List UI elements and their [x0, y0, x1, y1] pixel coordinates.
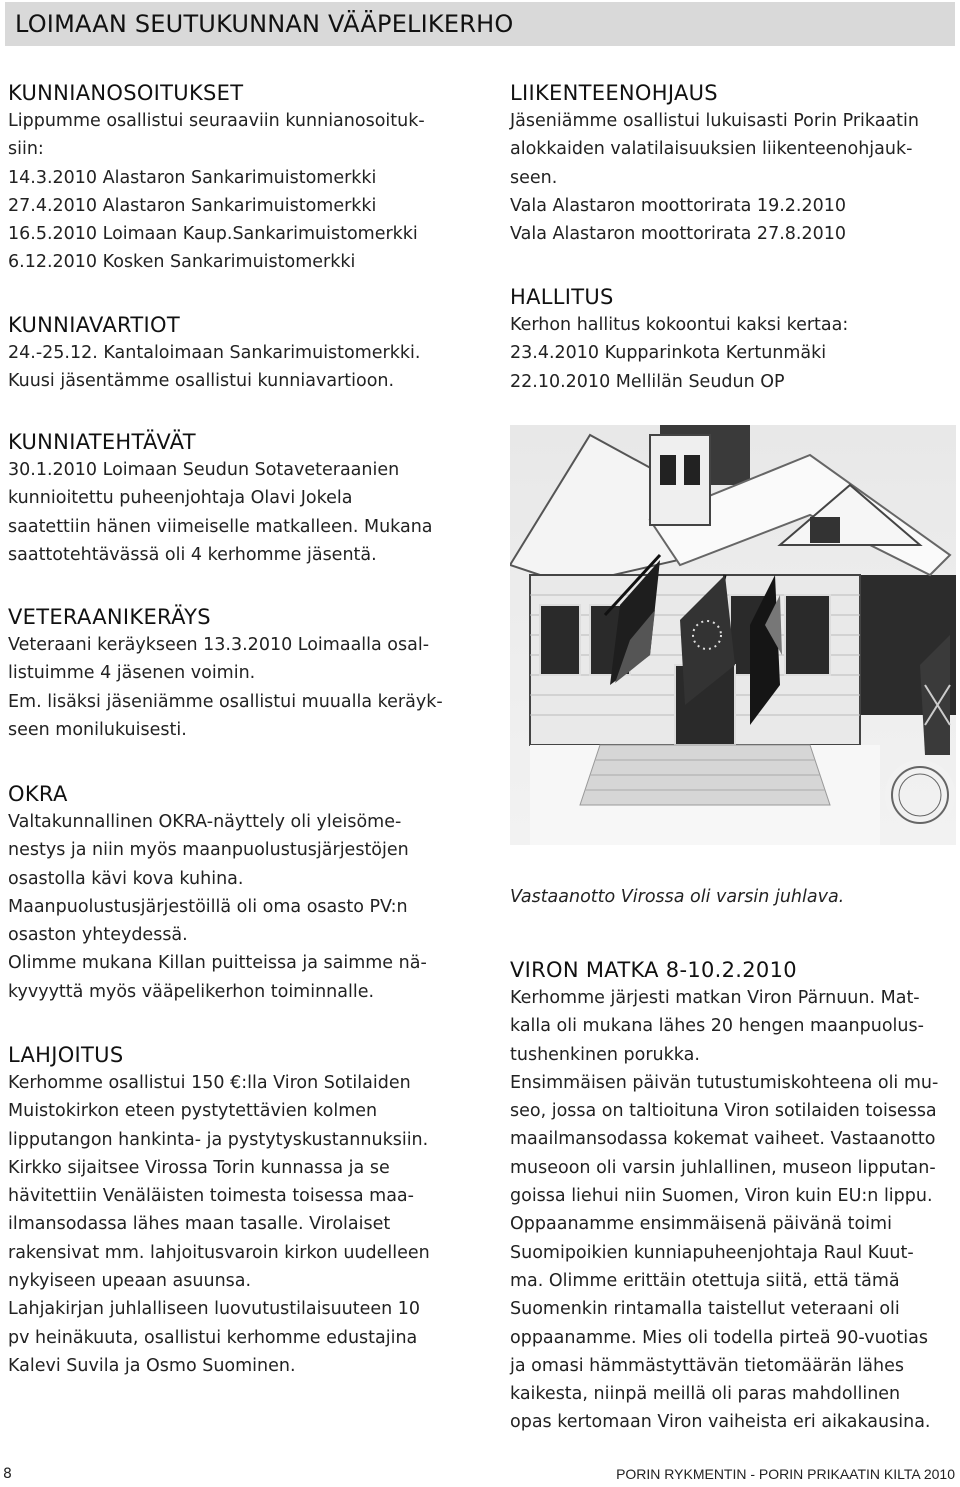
text-line: goissa liehui niin Suomen, Viron kuin EU:n lippu. — [510, 1186, 933, 1207]
text-line: Oppaanamme ensimmäisenä päivänä toimi — [510, 1214, 892, 1235]
text-line: seen. — [510, 167, 558, 188]
text-line: Maanpuolustusjärjestöillä oli oma osasto PV:n — [8, 896, 408, 917]
section-title: KUNNIANOSOITUKSET — [8, 81, 244, 105]
text-line: Vala Alastaron moottorirata 19.2.2010 — [510, 195, 846, 216]
text-line: osastolla kävi kova kuhina. — [8, 868, 244, 889]
text-line: Kuusi jäsentämme osallistui kunniavartioon. — [8, 371, 395, 392]
page-number: 8 — [3, 1466, 12, 1482]
section-hallitus — [510, 283, 848, 396]
text-line: 14.3.2010 Alastaron Sankarimuistomerkki — [8, 167, 377, 188]
text-line: Kalevi Suvila ja Osmo Suominen. — [8, 1355, 296, 1376]
museum-photo — [510, 425, 956, 845]
text-line: Vala Alastaron moottorirata 27.8.2010 — [510, 224, 846, 245]
text-line: Kerhomme järjesti matkan Viron Pärnuun. Mat- — [510, 988, 920, 1008]
text-line: 24.-25.12. Kantaloimaan Sankarimuistomerkki. — [8, 343, 421, 363]
section-kunnianosoitukset — [8, 79, 425, 277]
text-line: nestys ja niin myös maanpuolustusjärjestöjen — [8, 840, 409, 861]
text-line: Kirkko sijaitsee Virossa Torin kunnassa ja se — [8, 1157, 390, 1178]
text-line: Kerhon hallitus kokoontui kaksi kertaa: — [510, 315, 849, 335]
publication-name: PORIN RYKMENTIN - PORIN PRIKAATIN KILTA 2010 — [616, 1466, 955, 1482]
photo-caption: Vastaanotto Virossa oli varsin juhlava. — [510, 887, 845, 907]
text-line: hävitettiin Venäläisten toimesta toisessa maa- — [8, 1186, 414, 1207]
text-line: listuimme 4 jäsenen voimin. — [8, 663, 256, 684]
section-title: VIRON MATKA 8-10.2.2010 — [510, 958, 797, 982]
text-line: Kerhomme osallistui 150 €:lla Viron Sotilaiden — [8, 1073, 411, 1093]
text-line: Valtakunnallinen OKRA-näyttely oli yleisöme- — [8, 812, 402, 832]
text-line: Muistokirkon eteen pystytettävien kolmen — [8, 1101, 378, 1122]
section-okra — [8, 780, 427, 1006]
text-line: saattotehtävässä oli 4 kerhomme jäsentä. — [8, 544, 377, 565]
photo-caption-block — [510, 883, 844, 911]
section-viron-matka — [510, 956, 938, 1437]
text-line: 30.1.2010 Loimaan Seudun Sotaveteraanien — [8, 460, 400, 480]
text-line: Veteraani keräykseen 13.3.2010 Loimaalla osal- — [8, 635, 430, 655]
section-veteraanikerays — [8, 603, 443, 744]
text-line: Olimme mukana Killan puitteissa ja saimme nä- — [8, 953, 427, 974]
text-line: pv heinäkuuta, osallistui kerhomme edustajina — [8, 1327, 418, 1348]
text-line: oppaanamme. Mies oli todella pirteä 90-vuotias — [510, 1327, 928, 1348]
section-body — [8, 107, 425, 277]
section-title: HALLITUS — [510, 285, 614, 309]
text-line: kunnioitettu puheenjohtaja Olavi Jokela — [8, 488, 353, 509]
header-bar — [5, 2, 955, 46]
text-line: 27.4.2010 Alastaron Sankarimuistomerkki — [8, 195, 377, 216]
text-line: maailmansodassa kokemat vaiheet. Vastaanotto — [510, 1129, 936, 1150]
text-line: museoon oli varsin juhlallinen, museon lipputan- — [510, 1157, 936, 1178]
section-lahjoitus — [8, 1041, 430, 1380]
text-line: 16.5.2010 Loimaan Kaup.Sankarimuistomerkki — [8, 224, 418, 245]
section-title: LIIKENTEENOHJAUS — [510, 81, 718, 105]
text-line: ilmansodassa lähes maan tasalle. Virolaiset — [8, 1214, 391, 1235]
text-line: nykyiseen upeaan asuunsa. — [8, 1271, 252, 1292]
text-line: ja omasi hämmästyttävän tietomäärän lähes — [510, 1355, 905, 1376]
text-line: 6.12.2010 Kosken Sankarimuistomerkki — [8, 252, 356, 273]
text-line: lipputangon hankinta- ja pystytyskustannuksiin. — [8, 1129, 429, 1150]
text-line: alokkaiden valatilaisuuksien liikenteenohjauk- — [510, 139, 913, 160]
text-line: kaikesta, niinpä meillä oli paras mahdollinen — [510, 1384, 901, 1405]
text-line: Ensimmäisen päivän tutustumiskohteena oli mu- — [510, 1072, 939, 1093]
text-line: kalla oli mukana lähes 20 hengen maanpuolus- — [510, 1016, 924, 1037]
text-line: Suomenkin rintamalla taistellut veteraani oli — [510, 1299, 900, 1320]
text-line: kyvyyttä myös vääpelikerhon toiminnalle. — [8, 981, 375, 1002]
page-title: LOIMAAN SEUTUKUNNAN VÄÄPELIKERHO — [15, 10, 514, 38]
text-line: Suomipoikien kunniapuheenjohtaja Raul Kuut- — [510, 1242, 914, 1263]
section-liikenteenohjaus — [510, 79, 919, 248]
text-line: seen monilukuisesti. — [8, 719, 187, 740]
text-line: Lahjakirjan juhlalliseen luovutustilaisuuteen 10 — [8, 1299, 421, 1320]
text-line: Lippumme osallistui seuraaviin kunnianosoituk- — [8, 111, 425, 131]
text-line: tushenkinen porukka. — [510, 1044, 700, 1065]
section-title: OKRA — [8, 782, 68, 806]
section-kunniatehtavat — [8, 428, 433, 569]
section-title: KUNNIATEHTÄVÄT — [8, 430, 196, 454]
text-line: opas kertomaan Viron vaiheista eri aikakausina. — [510, 1412, 931, 1433]
section-title: VETERAANIKERÄYS — [8, 605, 211, 629]
section-title: LAHJOITUS — [8, 1043, 124, 1067]
text-line: seo, jossa on taltioituna Viron sotilaiden toisessa — [510, 1101, 937, 1122]
section-kunniavartiot — [8, 311, 420, 396]
text-line: saatettiin hänen viimeiselle matkalleen. Mukana — [8, 516, 433, 537]
text-line: Jäseniämme osallistui lukuisasti Porin Prikaatin — [510, 111, 919, 131]
text-line: 23.4.2010 Kupparinkota Kertunmäki — [510, 343, 827, 364]
text-line: Em. lisäksi jäseniämme osallistui muualla keräyk- — [8, 691, 443, 712]
text-line: 22.10.2010 Mellilän Seudun OP — [510, 371, 785, 392]
text-line: siin: — [8, 139, 44, 160]
section-title: KUNNIAVARTIOT — [8, 313, 180, 337]
text-line: ma. Olimme erittäin otettuja siitä, että tämä — [510, 1270, 900, 1291]
text-line: rakensivat mm. lahjoitusvaroin kirkon uudelleen — [8, 1242, 430, 1263]
text-line: osaston yhteydessä. — [8, 925, 188, 946]
